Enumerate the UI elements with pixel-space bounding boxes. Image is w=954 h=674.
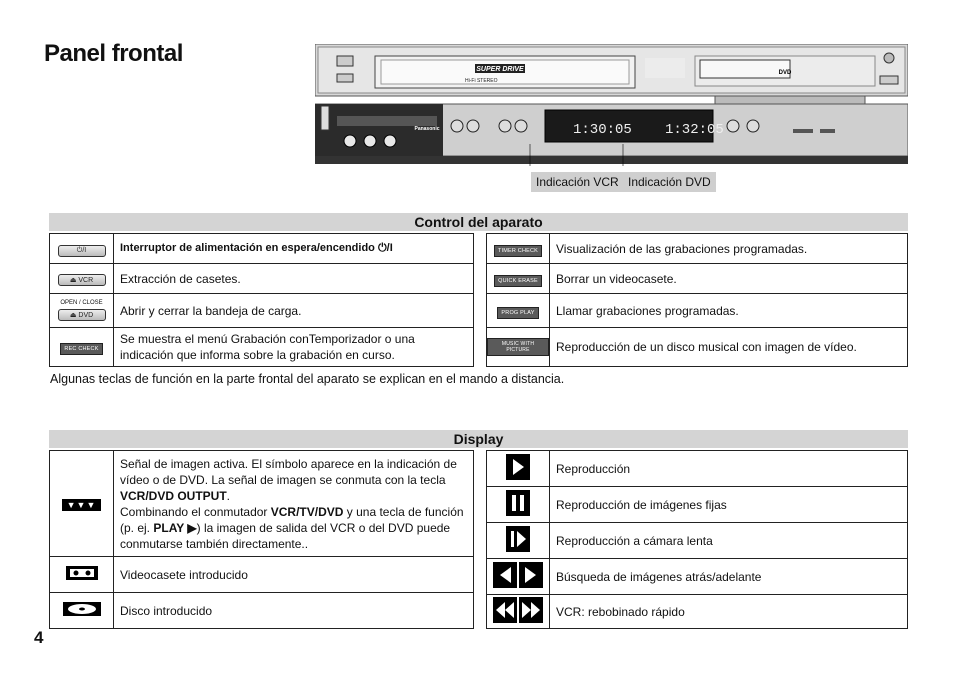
control-right-table — [486, 233, 908, 367]
display-left-table — [49, 450, 474, 629]
table-row — [50, 557, 474, 593]
table-row — [487, 451, 908, 487]
rec-check-icon: REC CHECK — [60, 343, 102, 355]
vcr-indication-callout: Indicación VCR — [531, 172, 624, 192]
table-row — [50, 593, 474, 629]
table-row — [487, 294, 908, 328]
dvd-indication-callout: Indicación DVD — [623, 172, 716, 192]
eject-dvd-icon: ⏏ DVD — [58, 309, 106, 321]
control-desc: Visualización de las grabaciones programadas. — [550, 234, 908, 264]
power-icon: ⏻/I — [58, 245, 106, 257]
display-desc: Reproducción — [550, 451, 908, 487]
display-section-header: Display — [49, 430, 908, 448]
display-desc: VCR: rebobinado rápido — [550, 595, 908, 629]
control-desc: Se muestra el menú Grabación conTemporizador o una indicación que informa sobre la grabación en curso. — [114, 328, 474, 367]
btn-label: DVD — [78, 312, 94, 319]
control-section-header: Control del aparato — [49, 213, 908, 231]
vcr-display-text: 1:30:05 — [573, 122, 632, 138]
music-picture-icon: MUSIC WITH PICTURE — [487, 338, 549, 356]
brand-text: SUPER DRIVE — [476, 66, 524, 73]
prog-play-icon: PROG PLAY — [497, 307, 538, 319]
table-row — [50, 451, 474, 557]
display-desc: Disco introducido — [114, 593, 474, 629]
control-desc: Extracción de casetes. — [114, 264, 474, 294]
quick-erase-icon: QUICK ERASE — [494, 275, 542, 287]
table-row — [487, 234, 908, 264]
control-desc: Reproducción de un disco musical con imagen de vídeo. — [550, 328, 908, 367]
slow-icon — [506, 526, 530, 552]
timer-check-icon: TIMER CHECK — [494, 245, 542, 257]
control-desc: Interruptor de alimentación en espera/encendido ⏻/I — [114, 234, 474, 264]
table-row — [487, 595, 908, 629]
table-row — [487, 559, 908, 595]
device-front-panel-illustration — [315, 44, 908, 166]
open-close-label: OPEN / CLOSE — [60, 300, 103, 306]
control-desc: Abrir y cerrar la bandeja de carga. — [114, 294, 474, 328]
table-row — [487, 523, 908, 559]
display-desc: Búsqueda de imágenes atrás/adelante — [550, 559, 908, 595]
display-right-table — [486, 450, 908, 629]
table-row — [487, 264, 908, 294]
cassette-icon — [65, 565, 99, 581]
rewind-icon — [493, 597, 543, 623]
control-desc: Llamar grabaciones programadas. — [550, 294, 908, 328]
dvd-logo-text: DVD — [778, 70, 792, 76]
page-number: 4 — [34, 628, 44, 647]
hifi-text: Hi-Fi STEREO — [465, 78, 498, 84]
eject-vcr-icon: ⏏ VCR — [58, 274, 106, 286]
table-row — [50, 234, 474, 264]
disc-icon — [62, 601, 102, 617]
page-title: Panel frontal — [44, 40, 183, 67]
function-keys-note: Algunas teclas de función en la parte frontal del aparato se explican en el mando a distancia. — [50, 372, 565, 386]
table-row — [487, 328, 908, 367]
display-desc: Reproducción de imágenes fijas — [550, 487, 908, 523]
display-desc: Videocasete introducido — [114, 557, 474, 593]
table-row — [50, 264, 474, 294]
display-desc: Señal de imagen activa. El símbolo aparece en la indicación de vídeo o de DVD. La señal de imagen se conmuta con la tecla VCR/DVD OUTPUT. Combinando el conmutador VCR/TV/DVD y una tecla de función (p. ej. PLAY ▶) la imagen de salida del VCR o del DVD puede conmutarse también directamente.. — [114, 451, 474, 557]
btn-label: VCR — [78, 277, 94, 284]
table-row — [487, 487, 908, 523]
maker-text: Panasonic — [414, 126, 440, 132]
triangles-icon: ▼▼▼ — [62, 499, 102, 511]
display-desc: Reproducción a cámara lenta — [550, 523, 908, 559]
play-icon — [506, 454, 530, 480]
control-left-table — [49, 233, 474, 367]
dvd-display-text: 1:32:05 — [665, 122, 724, 138]
search-icon — [493, 562, 543, 588]
table-row — [50, 328, 474, 367]
table-row — [50, 294, 474, 328]
still-icon — [506, 490, 530, 516]
control-desc: Borrar un videocasete. — [550, 264, 908, 294]
